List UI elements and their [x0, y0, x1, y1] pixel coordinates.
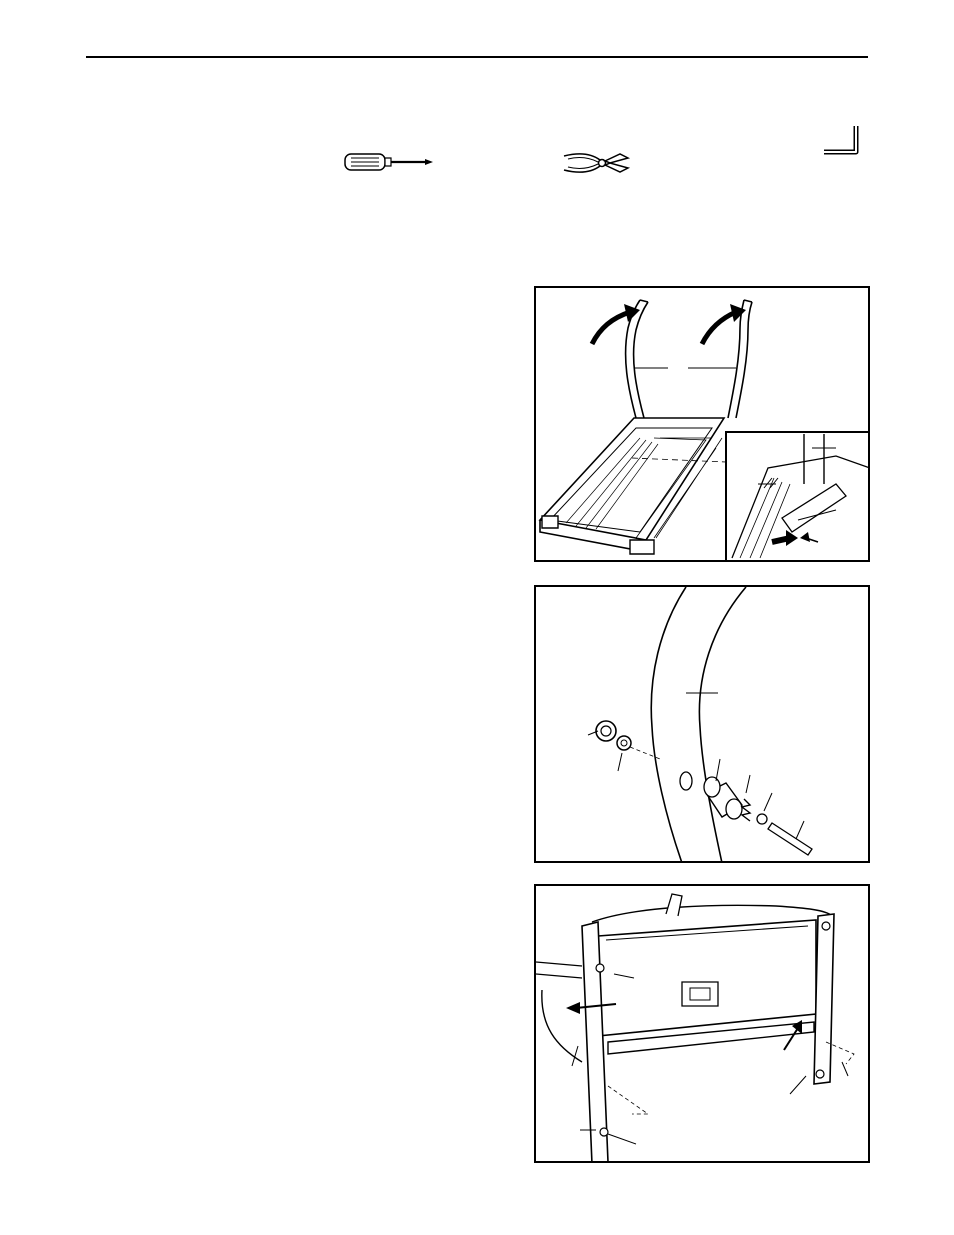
screwdriver-icon — [343, 150, 435, 174]
figure-1-upright-lift — [534, 286, 870, 562]
figure-2-upright-hardware — [534, 585, 870, 863]
figure-3-frame-base — [534, 884, 870, 1163]
hex-key-icon — [820, 122, 864, 160]
header-rule — [86, 56, 868, 58]
pliers-icon — [560, 148, 632, 178]
